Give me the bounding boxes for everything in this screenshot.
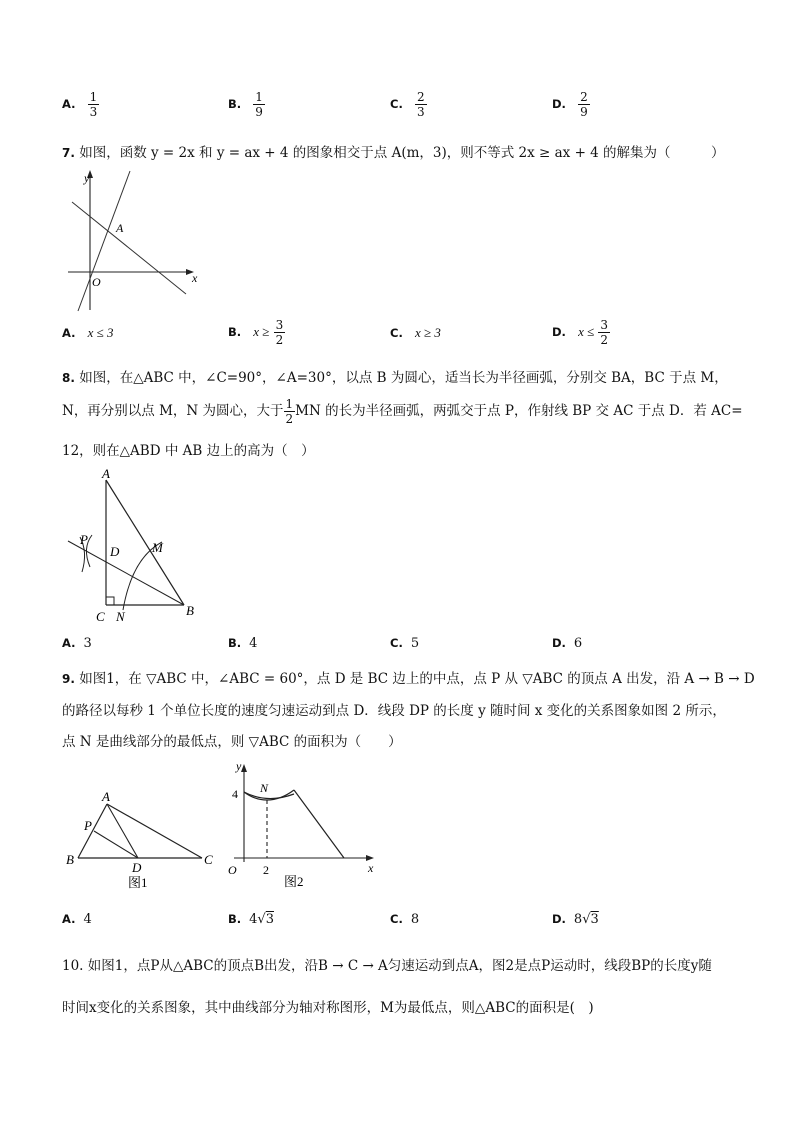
coefficient: 4 xyxy=(249,912,258,927)
option-text: 8 xyxy=(410,912,420,927)
question-text: 12，则在△ABD 中 AB 边上的高为（ ） xyxy=(62,443,315,459)
question-text: 如图，在△ABC 中，∠C=90°，∠A=30°，以点 B 为圆心，适当长为半径画弧，分别交 BA，BC 于点 M， xyxy=(79,370,728,386)
y-label: y xyxy=(84,171,90,185)
q9-stem-line3 xyxy=(62,730,402,750)
q9-stem-line2 xyxy=(62,699,726,719)
label-a: A xyxy=(102,466,110,481)
label-n: N xyxy=(116,609,125,624)
origin-label: O xyxy=(228,863,237,877)
label-p: P xyxy=(84,818,92,833)
q6-option-d[interactable] xyxy=(552,90,590,119)
q7-option-d[interactable] xyxy=(552,318,610,347)
y-axis-arrow xyxy=(241,764,247,772)
option-text: x ≤ 3 xyxy=(87,325,114,340)
y-tick-4: 4 xyxy=(232,787,238,801)
option-label: C. xyxy=(390,636,403,650)
option-label: B. xyxy=(228,97,242,111)
option-label: D. xyxy=(552,912,566,926)
right-angle-mark xyxy=(106,597,114,605)
q9-figure1 xyxy=(62,786,222,892)
option-text: x ≥ 3 xyxy=(414,325,441,340)
x-label: x xyxy=(368,861,374,875)
question-text: 时间x变化的关系图象，其中曲线部分为轴对称图形，M为最低点，则△ABC的面积是( ) xyxy=(62,1000,594,1016)
sqrt-sign: √ xyxy=(257,912,266,927)
q6-option-c[interactable] xyxy=(390,90,427,119)
q7-option-c[interactable] xyxy=(390,325,441,341)
y-label: y xyxy=(236,759,242,773)
q9-option-c[interactable] xyxy=(390,912,419,927)
line-y-2x xyxy=(78,171,130,311)
option-label: D. xyxy=(552,325,566,339)
label-d: D xyxy=(110,544,120,559)
label-m: M xyxy=(152,540,163,555)
q8-stem-line3 xyxy=(62,439,315,459)
origin-label: O xyxy=(92,275,101,289)
label-p: P xyxy=(80,532,88,547)
option-text: 4 xyxy=(249,636,258,651)
fraction: $\frac{1}{3}$ xyxy=(89,90,98,119)
option-label: A. xyxy=(62,912,76,926)
q8-stem-line2 xyxy=(62,397,743,426)
fraction: $\frac{2}{9}$ xyxy=(580,90,588,119)
q7-stem xyxy=(62,141,725,161)
fraction: $\frac{3}{2}$ xyxy=(275,318,284,347)
option-label: C. xyxy=(390,912,403,926)
option-label: A. xyxy=(62,97,76,111)
side-ab xyxy=(106,480,184,605)
option-label: D. xyxy=(552,97,566,111)
label-d: D xyxy=(132,860,142,875)
label-a: A xyxy=(102,789,110,804)
option-label: A. xyxy=(62,636,76,650)
q9-stem-line1 xyxy=(62,667,755,687)
option-label: A. xyxy=(62,326,76,340)
question-number: 9. xyxy=(62,672,75,686)
q6-option-b[interactable] xyxy=(228,90,265,119)
q7-option-a[interactable] xyxy=(62,325,114,341)
q8-option-d[interactable] xyxy=(552,636,582,651)
label-b: B xyxy=(186,603,194,618)
q9-option-b[interactable] xyxy=(228,912,274,927)
side-ac xyxy=(107,804,202,858)
question-text: 如图1，点P从△ABC的顶点B出发，沿B → C → A匀速运动到点A，图2是点P运动时，线段BP的长度y随 xyxy=(87,958,712,974)
q7-option-b[interactable] xyxy=(228,318,285,347)
fraction-half: $\frac{1}{2}$ xyxy=(285,397,294,426)
coefficient: 8 xyxy=(573,912,583,927)
option-label: B. xyxy=(228,325,242,339)
question-text: 点 N 是曲线部分的最低点，则 ▽ABC 的面积为（ ） xyxy=(62,734,402,750)
question-text: N，再分别以点 M，N 为圆心，大于 xyxy=(62,403,284,419)
q6-option-a[interactable] xyxy=(62,90,99,119)
question-number: 8. xyxy=(62,371,75,385)
label-n: N xyxy=(260,781,269,795)
option-text: 3 xyxy=(83,636,92,651)
label-c: C xyxy=(96,609,105,624)
fraction: $\frac{1}{9}$ xyxy=(255,90,263,119)
q9-option-a[interactable] xyxy=(62,912,92,927)
option-label: B. xyxy=(228,912,242,926)
caption: 图2 xyxy=(284,874,304,889)
radicand: 3 xyxy=(590,912,599,927)
q10-stem-line2 xyxy=(62,996,594,1016)
q9-option-d[interactable] xyxy=(552,912,599,927)
line-segment xyxy=(294,790,344,858)
segment-ad xyxy=(107,804,138,858)
option-label: C. xyxy=(390,97,403,111)
radicand: 3 xyxy=(265,912,274,927)
q8-stem-line1 xyxy=(62,366,728,386)
option-label: C. xyxy=(390,326,403,340)
label-b: B xyxy=(66,852,74,867)
question-text: 如图，函数 y = 2x 和 y = ax + 4 的图象相交于点 A(m，3)，则不等式 2x ≥ ax + 4 的解集为（ ） xyxy=(79,145,725,161)
sqrt-sign: √ xyxy=(582,912,591,927)
segment-pd xyxy=(94,831,138,858)
q9-figure2 xyxy=(222,758,382,894)
question-text: MN 的长为半径画弧，两弧交于点 P，作射线 BP 交 AC 于点 D．若 AC= xyxy=(295,403,743,419)
option-label: B. xyxy=(228,636,242,650)
fraction: $\frac{2}{3}$ xyxy=(416,90,425,119)
q8-figure xyxy=(60,464,210,624)
label-c: C xyxy=(204,852,213,867)
q10-stem-line1 xyxy=(62,954,712,974)
option-text: 6 xyxy=(573,636,583,651)
point-a-label: A xyxy=(116,221,124,235)
x-label: x xyxy=(192,271,198,285)
option-text: x ≥ xyxy=(253,324,270,339)
question-number: 10. xyxy=(62,958,84,974)
q8-option-c[interactable] xyxy=(390,636,419,651)
x-tick-2: 2 xyxy=(263,863,269,877)
caption: 图1 xyxy=(128,875,148,890)
option-text: x ≤ xyxy=(578,324,595,339)
side-ab xyxy=(78,804,107,858)
option-label: D. xyxy=(552,636,566,650)
q7-graph xyxy=(62,168,202,318)
q8-option-b[interactable] xyxy=(228,636,257,651)
option-text: 4 xyxy=(83,912,92,927)
question-text: 的路径以每秒 1 个单位长度的速度匀速运动到点 D．线段 DP 的长度 y 随时间 x 变化的关系图象如图 2 所示， xyxy=(62,703,726,719)
question-number: 7. xyxy=(62,146,75,160)
fraction: $\frac{3}{2}$ xyxy=(600,318,608,347)
question-text: 如图1，在 ▽ABC 中，∠ABC = 60°，点 D 是 BC 边上的中点，点 P 从 ▽ABC 的顶点 A 出发，沿 A → B → D xyxy=(79,671,755,687)
option-text: 5 xyxy=(410,636,420,651)
q8-option-a[interactable] xyxy=(62,636,92,651)
